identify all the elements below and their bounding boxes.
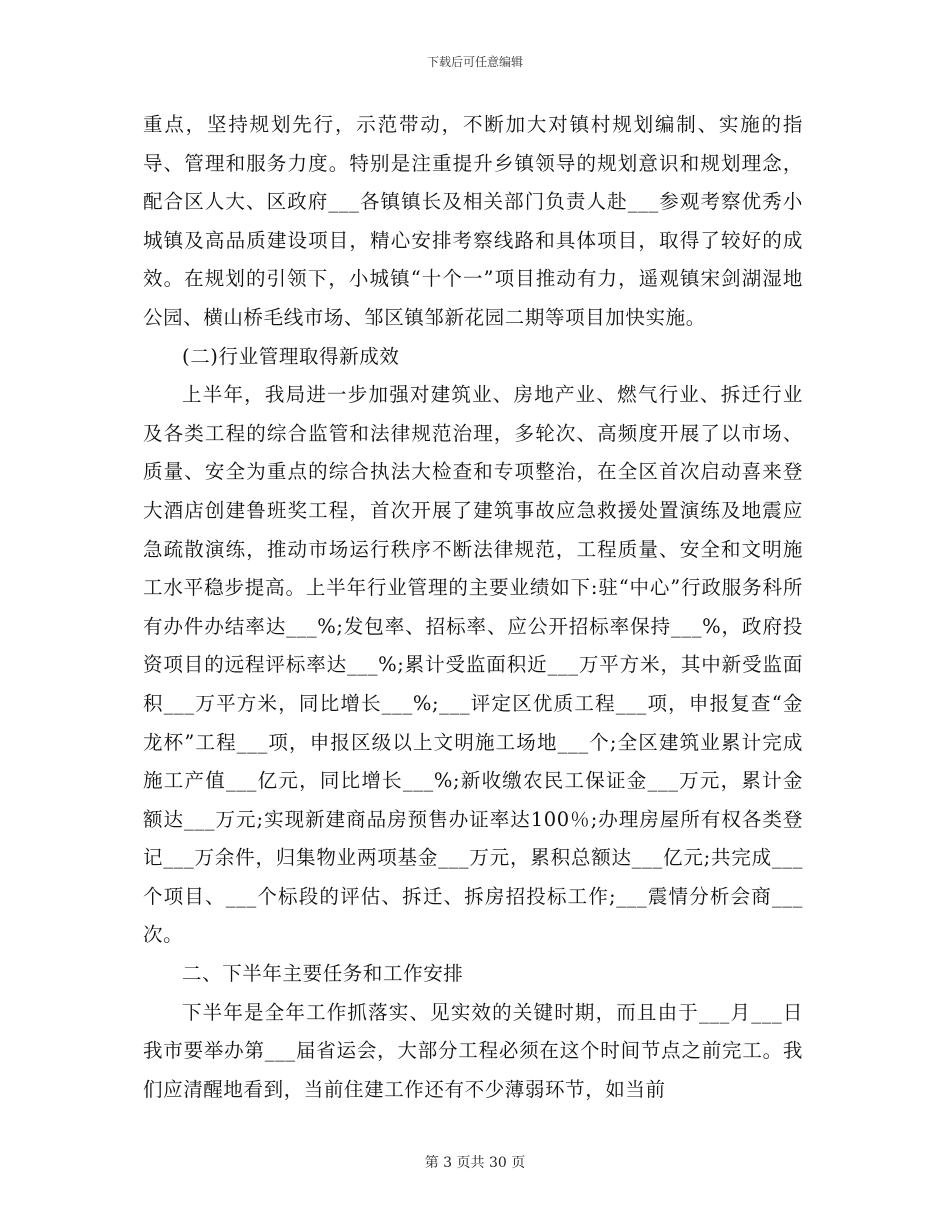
paragraph-industry-achievements: 上半年，我局进一步加强对建筑业、房地产业、燃气行业、拆迁行业及各类工程的综合监管和法律规范治理，多轮次、高频度开展了以市场、质量、安全为重点的综合执法大检查和专项整治，在全区首次启动喜来登大酒店创建鲁班奖工程，首次开展了建筑事故应急救援处置演练及地震应急疏散演练，推动市场运行秩序不断法律规范，工程质量、安全和文明施工水平稳步提高。上半年行业管理的主要业绩如下:驻“中心”行政服务科所有办件办结率达___%;发包率、招标率、应公开招标率保持___%，政府投资项目的远程评标率达___%;累计受监面积近___万平方米，其中新受监面积___万平方米，同比增长___%;___评定区优质工程___项，申报复查“金龙杯”工程___项，申报区级以上文明施工场地___个;全区建筑业累计完成施工产值___亿元，同比增长___%;新收缴农民工保证金___万元，累计金额达___万元;实现新建商品房预售办证率达100％;办理房屋所有权各类登记___万余件，归集物业两项基金___万元，累积总额达___亿元;共完成___个项目、___个标段的评估、拆迁、拆房招投标工作;___震情分析会商___次。 — [143, 383, 803, 947]
document-body — [143, 106, 803, 1109]
paragraph-planning-continued: 重点，坚持规划先行，示范带动，不断加大对镇村规划编制、实施的指导、管理和服务力度。特别是注重提升乡镇领导的规划意识和规划理念，配合区人大、区政府___各镇镇长及相关部门负责人赴___参观考察优秀小城镇及高品质建设项目，精心安排考察线路和具体项目，取得了较好的成效。在规划的引领下，小城镇“十个一”项目推动有力，遥观镇宋剑湖湿地公园、横山桥毛线市场、邹区镇邹新花园二期等项目加快实施。 — [143, 113, 803, 329]
section-heading-industry-management: (二)行业管理取得新成效 — [182, 344, 400, 368]
page-number-footer: 第 3 页共 30 页 — [424, 1155, 526, 1171]
section-heading-second-half-tasks: 二、下半年主要任务和工作安排 — [182, 962, 464, 986]
paragraph-second-half-intro: 下半年是全年工作抓落实、见实效的关键时期，而且由于___月___日我市要举办第___届省运会，大部分工程必须在这个时间节点之前完工。我们应清醒地看到，当前住建工作还有不少薄弱环节，如当前 — [143, 1000, 803, 1101]
page-header: 下载后可任意编辑 — [426, 55, 523, 69]
